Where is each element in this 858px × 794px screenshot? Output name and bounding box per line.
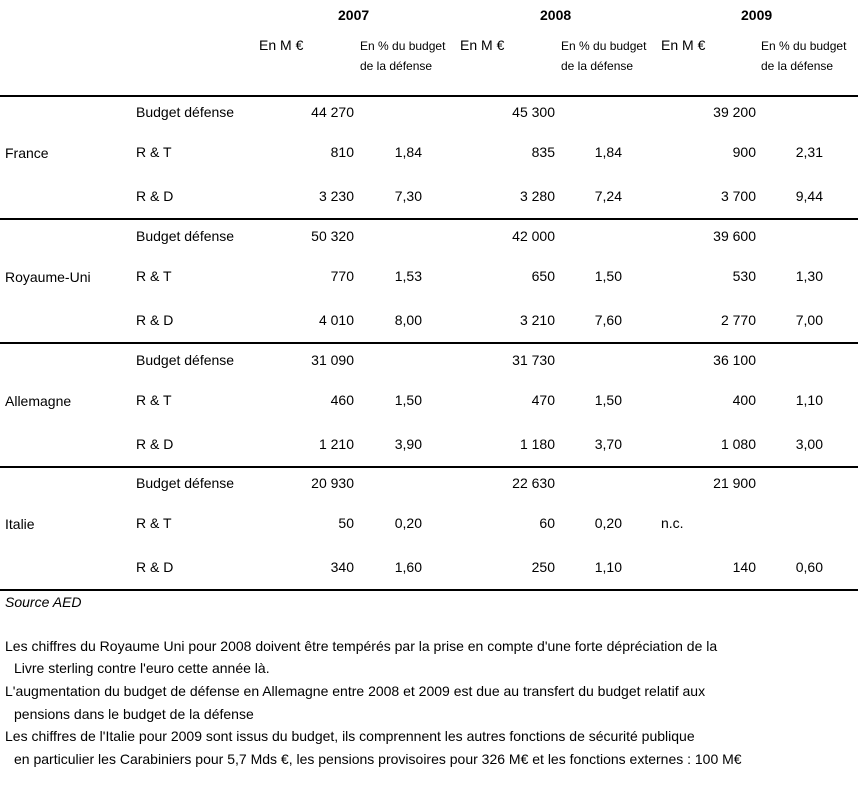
country-name: Royaume-Uni [5,269,91,285]
table-rule [0,342,858,344]
note-line: Livre sterling contre l'euro cette année là. [14,660,270,676]
row-label: R & T [136,144,172,160]
col-header-meur-2007: En M € [259,37,304,53]
table-rule [0,589,858,591]
table-cell: 50 [338,515,354,531]
table-cell: 3 230 [318,188,354,204]
row-label: R & T [136,268,172,284]
row-label: R & D [136,559,174,575]
table-cell: 0,20 [594,515,622,531]
table-cell: 7,00 [795,312,823,328]
table-cell: 835 [531,144,555,160]
country-name: France [5,145,49,161]
table-cell: 1,53 [394,268,422,284]
table-cell: 50 320 [311,228,354,244]
table-cell: 31 730 [512,352,555,368]
table-rule [0,466,858,468]
table-cell: 4 010 [318,312,354,328]
table-cell: 20 930 [311,475,354,491]
table-cell: 7,24 [594,188,622,204]
row-label: R & D [136,436,174,452]
table-cell: 1,50 [394,392,422,408]
table-cell: 530 [732,268,756,284]
table-cell: 45 300 [512,104,555,120]
row-label: Budget défense [136,475,235,491]
country-name: Allemagne [5,393,72,409]
row-label: R & T [136,515,172,531]
table-cell: 7,30 [394,188,422,204]
row-label: Budget défense [136,352,235,368]
table-cell: 39 600 [713,228,756,244]
note-line: pensions dans le budget de la défense [14,706,254,722]
table-cell: 1,84 [594,144,622,160]
table-cell: 1,50 [594,392,622,408]
table-cell: 1,10 [795,392,823,408]
table-cell: 3 210 [519,312,555,328]
table-cell: 1,30 [795,268,823,284]
table-cell: 0,20 [394,515,422,531]
table-cell: 8,00 [394,312,422,328]
table-cell: 3,70 [594,436,622,452]
table-cell: 1,84 [394,144,422,160]
note-line: Les chiffres du Royaume Uni pour 2008 doivent être tempérés par la prise en compte d'une forte dépréciation de la [5,638,718,654]
table-cell: 1 180 [519,436,555,452]
table-cell: 460 [330,392,354,408]
col-header-pct-2007: En % du budget de la défense [360,39,446,73]
note-line: Les chiffres de l'Italie pour 2009 sont issus du budget, ils comprennent les autres fonctions de sécurité publique [5,728,695,744]
table-cell: 3 700 [720,188,756,204]
country-name: Italie [5,516,35,532]
table-cell: 1,60 [394,559,422,575]
year-header-2009: 2009 [741,7,773,23]
table-cell: 2 770 [720,312,756,328]
table-cell: 22 630 [512,475,555,491]
table-cell: 400 [732,392,756,408]
row-label: Budget défense [136,104,235,120]
table-cell: 1,50 [594,268,622,284]
table-rule [0,95,858,97]
row-label: R & D [136,312,174,328]
table-cell: 44 270 [311,104,354,120]
table-cell: 1 210 [318,436,354,452]
table-cell: 42 000 [512,228,555,244]
table-cell: 7,60 [594,312,622,328]
year-header-2007: 2007 [338,7,370,23]
table-cell: 3 280 [519,188,555,204]
table-rule [0,218,858,220]
col-header-pct-2008: En % du budget de la défense [561,39,647,73]
table-cell: 31 090 [311,352,354,368]
row-label: R & D [136,188,174,204]
col-header-pct-2009: En % du budget de la défense [761,39,847,73]
note-line: L'augmentation du budget de défense en Allemagne entre 2008 et 2009 est due au transfert du budget relatif aux [5,683,706,699]
row-label: R & T [136,392,172,408]
table-cell: 36 100 [713,352,756,368]
source-note: Source AED [5,594,82,610]
table-cell: 810 [330,144,354,160]
table-cell: 3,90 [394,436,422,452]
table-cell: 21 900 [713,475,756,491]
table-cell: n.c. [661,515,684,531]
table-cell: 340 [330,559,354,575]
table-cell: 650 [531,268,555,284]
note-line: en particulier les Carabiniers pour 5,7 Mds €, les pensions provisoires pour 326 M€ et les fonctions externes : 100 M€ [14,751,742,767]
table-cell: 140 [732,559,756,575]
table-cell: 2,31 [795,144,823,160]
year-header-2008: 2008 [540,7,572,23]
table-cell: 0,60 [795,559,823,575]
table-cell: 9,44 [795,188,823,204]
table-cell: 60 [539,515,555,531]
table-cell: 770 [330,268,354,284]
col-header-meur-2008: En M € [460,37,505,53]
table-cell: 1,10 [594,559,622,575]
table-cell: 39 200 [713,104,756,120]
table-cell: 3,00 [795,436,823,452]
row-label: Budget défense [136,228,235,244]
table-cell: 900 [732,144,756,160]
table-cell: 470 [531,392,555,408]
table-cell: 1 080 [720,436,756,452]
table-cell: 250 [531,559,555,575]
col-header-meur-2009: En M € [661,37,706,53]
